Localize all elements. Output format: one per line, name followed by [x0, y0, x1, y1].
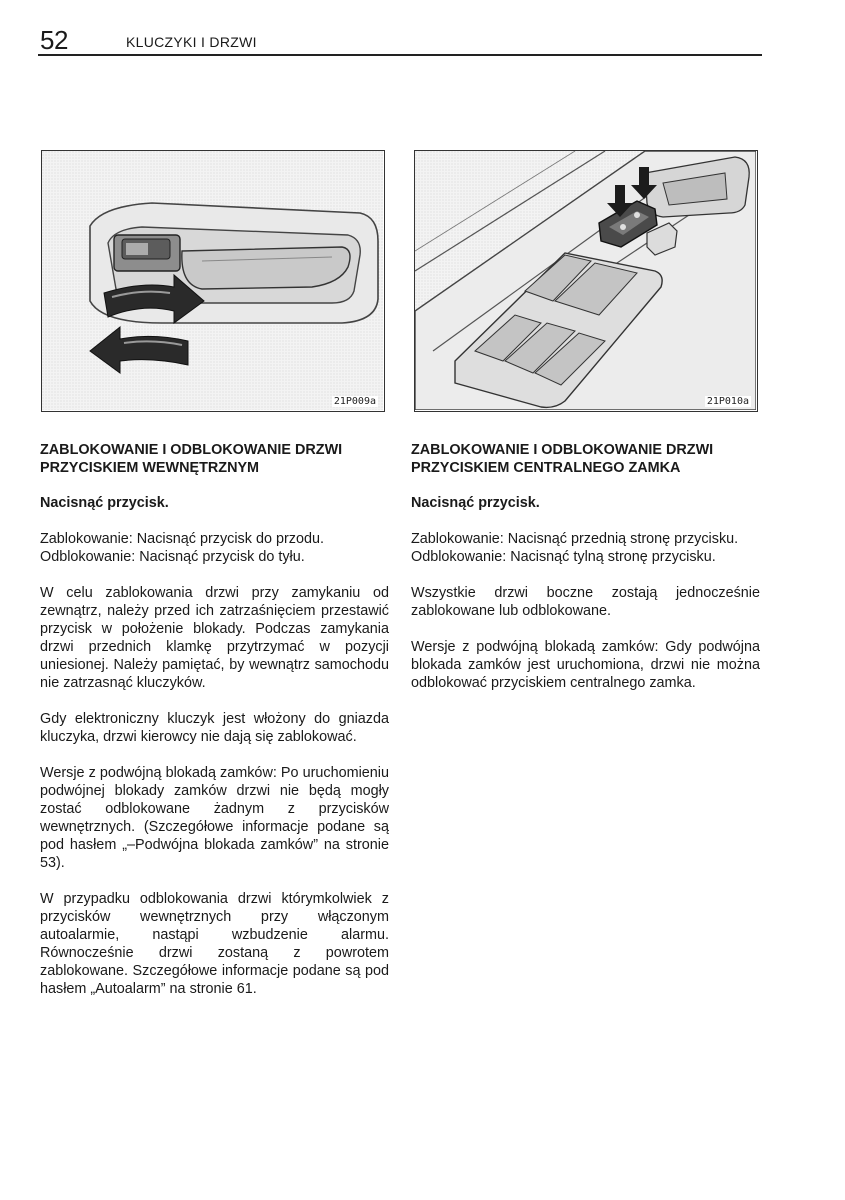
paragraph: W przypadku odblokowania drzwi którymkolwiek z przycisków wewnętrznych przy włączonym autoalarmie, nastąpi wzbudzenie alarmu. Równocześnie drzwi zostaną z powrotem zablokowane. Szczegółowe informacje podane są pod hasłem „Autoalarm” na stronie 61. [40, 891, 389, 997]
figure-code: 21P010a [706, 396, 749, 407]
right-text-column [411, 441, 760, 692]
instruction-subheading: Nacisnąć przycisk. [40, 495, 169, 511]
figure-door-lock-knob [41, 150, 385, 412]
section-heading [40, 441, 389, 477]
page-header [38, 26, 762, 56]
chapter-title: KLUCZYKI I DRZWI [126, 34, 257, 50]
paragraph: Gdy elektroniczny kluczyk jest włożony do gniazda kluczyka, drzwi kierowcy nie dają się zablokować. [40, 711, 389, 745]
heading-line: ZABLOKOWANIE I ODBLOKOWANIE DRZWI [40, 442, 343, 458]
heading-line: PRZYCISKIEM CENTRALNEGO ZAMKA [411, 460, 681, 476]
lock-instruction: Zablokowanie: Nacisnąć przednią stronę przycisku. [411, 531, 739, 547]
paragraph: W celu zablokowania drzwi przy zamykaniu od zewnątrz, należy przed ich zatrzaśnięciem przestawić przycisk w położenie blokady. Podczas zamykania drzwi przednich klamkę przytrzymać w pozycji uniesionej. Należy pamiętać, by wewnątrz samochodu nie zatrzasnąć kluczyków. [40, 585, 389, 691]
page-number: 52 [40, 25, 68, 55]
lock-instruction: Zablokowanie: Nacisnąć przycisk do przodu. [40, 531, 324, 547]
heading-line: ZABLOKOWANIE I ODBLOKOWANIE DRZWI [411, 442, 714, 458]
central-lock-illustration [415, 151, 756, 410]
figure-central-lock-switch [414, 150, 758, 412]
left-text-column [40, 441, 389, 998]
paragraph: Wszystkie drzwi boczne zostają jednocześnie zablokowane lub odblokowane. [411, 585, 760, 619]
heading-line: PRZYCISKIEM WEWNĘTRZNYM [40, 460, 260, 476]
instruction-subheading: Nacisnąć przycisk. [411, 495, 540, 511]
lock-unlock-instructions [40, 530, 389, 566]
unlock-instruction: Odblokowanie: Nacisnąć przycisk do tyłu. [40, 549, 305, 565]
paragraph: Wersje z podwójną blokadą zamków: Gdy podwójna blokada zamków jest uruchomiona, drzwi nie można odblokować przyciskiem centralnego zamka. [411, 639, 760, 691]
section-heading [411, 441, 760, 477]
figure-code: 21P009a [333, 396, 376, 407]
unlock-instruction: Odblokowanie: Nacisnąć tylną stronę przycisku. [411, 549, 716, 565]
lock-unlock-instructions [411, 530, 760, 566]
door-handle-illustration [42, 151, 383, 410]
paragraph: Wersje z podwójną blokadą zamków: Po uruchomieniu podwójnej blokady zamków drzwi nie będą mogły zostać odblokowane żadnym z przycisków wewnętrznych. (Szczegółowe informacje podane są pod hasłem „–Podwójna blokada zamków” na stronie 53). [40, 765, 389, 871]
